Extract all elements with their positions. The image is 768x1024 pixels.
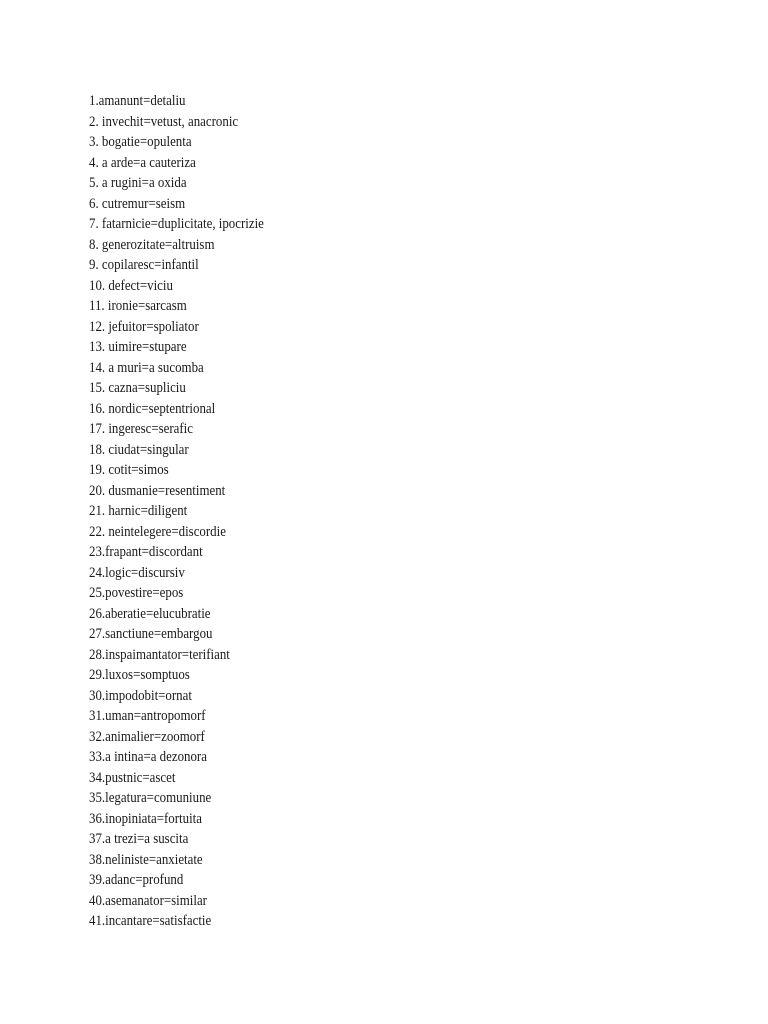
list-item: 31.uman=antropomorf	[89, 708, 206, 724]
list-item: 19. cotit=simos	[89, 462, 169, 478]
list-item: 14. a muri=a sucomba	[89, 359, 204, 376]
list-item: 10. defect=viciu	[89, 277, 173, 294]
list-item: 27.sanctiune=embargou	[89, 626, 213, 642]
list-item: 28.inspaimantator=terifiant	[89, 646, 230, 663]
list-item: 36.inopiniata=fortuita	[89, 810, 202, 827]
list-item: 9. copilaresc=infantil	[89, 257, 199, 273]
list-item: 4. a arde=a cauteriza	[89, 154, 196, 171]
list-item: 1.amanunt=detaliu	[89, 93, 186, 109]
list-item: 41.incantare=satisfactie	[89, 913, 212, 929]
list-item: 11. ironie=sarcasm	[89, 298, 187, 314]
list-item: 15. cazna=supliciu	[89, 380, 186, 396]
list-item: 40.asemanator=similar	[89, 892, 207, 909]
list-item: 25.povestire=epos	[89, 585, 184, 601]
list-item: 3. bogatie=opulenta	[89, 134, 192, 150]
list-item: 23.frapant=discordant	[89, 544, 203, 560]
list-item: 34.pustnic=ascet	[89, 769, 176, 786]
list-item: 18. ciudat=singular	[89, 441, 189, 458]
list-item: 30.impodobit=ornat	[89, 687, 192, 704]
list-item: 17. ingeresc=serafic	[89, 421, 193, 437]
list-item: 26.aberatie=elucubratie	[89, 605, 211, 622]
list-item: 16. nordic=septentrional	[89, 400, 216, 417]
synonym-list	[89, 91, 264, 932]
list-item: 13. uimire=stupare	[89, 339, 187, 355]
list-item: 24.logic=discursiv	[89, 564, 185, 581]
list-item: 21. harnic=diligent	[89, 503, 188, 519]
list-item: 5. a rugini=a oxida	[89, 175, 187, 191]
list-item: 29.luxos=somptuos	[89, 667, 190, 683]
list-item: 8. generozitate=altruism	[89, 236, 215, 253]
list-item: 6. cutremur=seism	[89, 195, 186, 212]
list-item: 35.legatura=comuniune	[89, 790, 212, 806]
list-item: 20. dusmanie=resentiment	[89, 482, 226, 499]
list-item: 38.neliniste=anxietate	[89, 851, 203, 868]
list-item: 22. neintelegere=discordie	[89, 523, 226, 540]
list-item: 32.animalier=zoomorf	[89, 728, 205, 745]
list-item: 12. jefuitor=spoliator	[89, 318, 199, 335]
list-item: 33.a intina=a dezonora	[89, 749, 207, 765]
list-item: 39.adanc=profund	[89, 872, 184, 888]
list-item: 2. invechit=vetust, anacronic	[89, 113, 239, 130]
list-item: 7. fatarnicie=duplicitate, ipocrizie	[89, 216, 264, 232]
list-item: 37.a trezi=a suscita	[89, 831, 189, 847]
